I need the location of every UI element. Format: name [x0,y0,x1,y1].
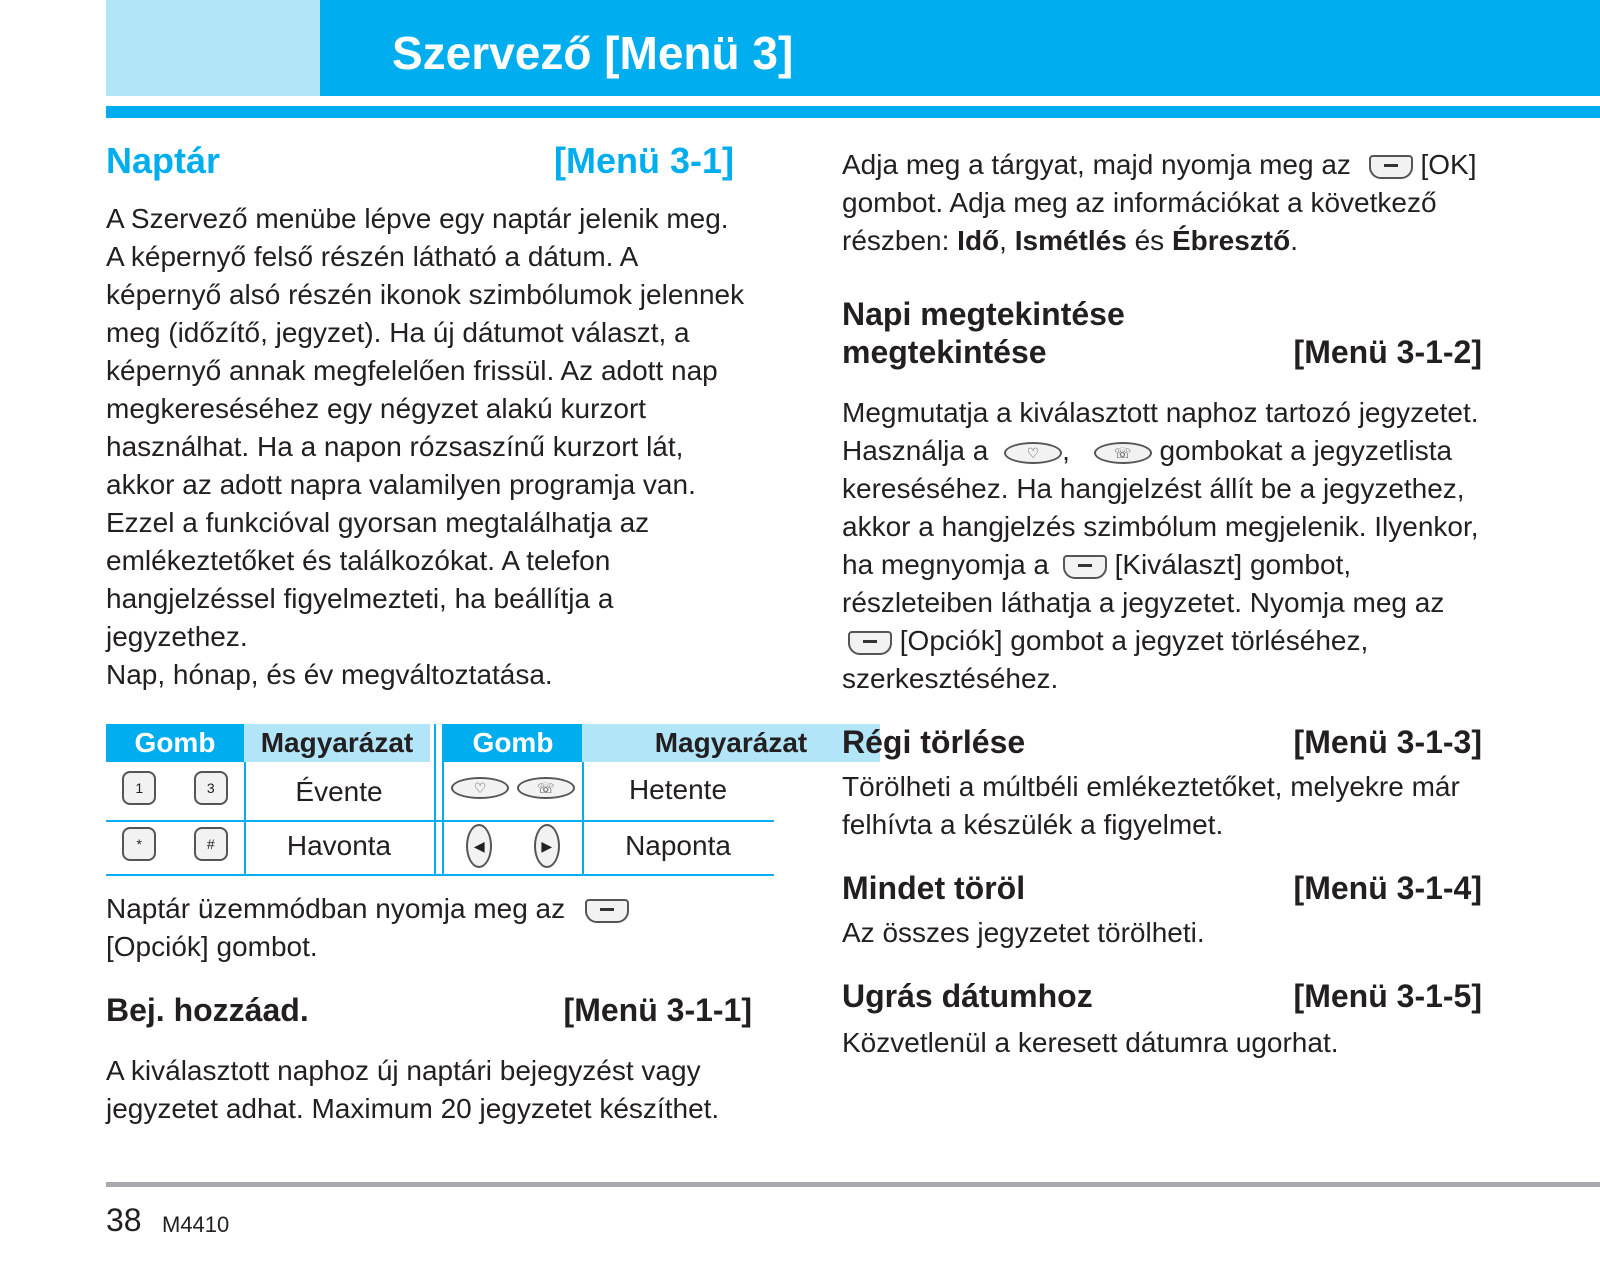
hash-key-icon: # [194,827,228,861]
bej-heading [106,992,752,1032]
ugras-menu-ref: [Menü 3-1-5] [1293,978,1482,1014]
napi-menu-ref: [Menü 3-1-2] [1293,334,1482,370]
table-bottom-rule [106,874,774,876]
nav-right-icon: ▶ [534,824,560,868]
napi-heading [842,296,1482,374]
intro-sep-2: és [1126,225,1172,256]
napi-text-5: [Opciók] gombot a jegyzet törléséhez, szerkesztéséhez. [842,625,1369,694]
regi-title: Régi törlése [842,724,1026,760]
bej-menu-ref: [Menü 3-1-1] [563,992,752,1028]
right-column [842,146,1502,1062]
intro-text [842,146,1502,260]
napi-text-2: , [1062,435,1070,466]
regi-heading [842,724,1482,764]
key-1-icon: 1 [122,771,156,805]
intro-text-2: [OK] gombot. Adja meg az információkat a következő részben: [842,149,1477,256]
intro-sep-1: , [999,225,1015,256]
nav-down-icon: ☏ [1094,442,1152,464]
table-header-desc-1: Magyarázat [244,724,430,762]
table-row [444,770,582,802]
naptar-title: Naptár [106,140,221,181]
table-header-key-2: Gomb [444,724,582,762]
options-note [106,890,786,966]
naptar-body-2: Nap, hónap, és év megváltoztatása. [106,659,553,690]
mindet-heading [842,870,1482,910]
nav-up-icon: ♡ [451,777,509,799]
left-lower [106,890,786,1128]
table-cell-hetente: Hetente [628,774,728,805]
header-rule [106,106,1600,118]
napi-body [842,394,1502,698]
soft-key-icon [848,631,892,655]
soft-key-icon [585,899,629,923]
mindet-menu-ref: [Menü 3-1-4] [1293,870,1482,906]
table-row [106,770,244,805]
napi-title-line-2: megtekintése [842,334,1047,370]
regi-menu-ref: [Menü 3-1-3] [1293,724,1482,760]
naptar-menu-ref: [Menü 3-1] [554,140,734,181]
naptar-body: A Szervező menübe lépve egy naptár jelenik meg. A képernyő felső részén látható a dátum. A képernyő alsó részén ikonok szimbólumok jelennek meg (időzítő, jegyzet). Ha új dátumot választ, a képernyő annak megfelelően frissül. Az adott nap megkereséséhez egy négyzet alakú kurzort használhat. Ha a napon rózsaszínű kurzort lát, akkor az adott napra valamilyen programja van. Ezzel a funkcióval gyorsan megtalálhatja az emlékeztetőket és találkozókat. A telefon hangjelzéssel figyelmezteti, ha beállítja a jegyzethez. [106,203,745,652]
ugras-title: Ugrás dátumhoz [842,978,1093,1014]
table-cell-naponta: Naponta [625,830,731,861]
intro-bold-3: Ébresztő [1171,225,1291,256]
napi-title-line-1: Napi megtekintése [842,296,1125,332]
left-column [106,140,746,694]
bej-body: A kiválasztott naphoz új naptári bejegyzést vagy jegyzetet adhat. Maximum 20 jegyzetet készíthet. [106,1055,720,1124]
model-number: M4410 [162,1212,230,1237]
table-row-divider [106,820,774,822]
table-cell-evente: Évente [295,776,383,807]
ugras-heading [842,978,1482,1018]
ugras-body: Közvetlenül a keresett dátumra ugorhat. [842,1027,1339,1058]
table-row [106,826,244,861]
table-header-desc-2: Magyarázat [582,724,880,762]
key-table [106,724,808,876]
napi-text-3: gombokat a jegyzetlista kereséséhez. Ha hangjelzést állít be a jegyzethez, akkor a hangjelzés szimbólum megjelenik. Ilyenkor, ha megnyomja a [842,435,1479,580]
nav-up-icon: ♡ [1004,442,1062,464]
footer-rule [106,1182,1600,1187]
header-accent-block [106,0,320,96]
bej-title: Bej. hozzáad. [106,992,309,1028]
nav-down-icon: ☏ [517,777,575,799]
key-3-icon: 3 [194,771,228,805]
soft-key-icon [1063,555,1107,579]
mindet-body: Az összes jegyzetet törölheti. [842,917,1205,948]
intro-text-1: Adja meg a tárgyat, majd nyomja meg az [842,149,1351,180]
table-divider [434,724,436,876]
naptar-heading [106,140,746,186]
intro-bold-1: Idő [957,225,1000,256]
intro-bold-2: Ismétlés [1014,225,1127,256]
mindet-title: Mindet töröl [842,870,1026,906]
regi-body: Törölheti a múltbéli emlékeztetőket, melyekre már felhívta a készülék a figyelmet. [842,771,1460,840]
page-number: 38 [106,1202,142,1238]
soft-key-icon [1369,155,1413,179]
intro-end: . [1290,225,1298,256]
options-note-text: Naptár üzemmódban nyomja meg az [106,893,566,924]
napi-text-1: Megmutatja a kiválasztott naphoz tartozó jegyzetet. Használja a [842,397,1479,466]
nav-left-icon: ◀ [466,824,492,868]
page-title: Szervező [Menü 3] [392,27,794,79]
table-header-key-1: Gomb [106,724,244,762]
table-row [444,824,582,868]
table-cell-havonta: Havonta [286,830,392,861]
napi-text-4: [Kiválaszt] gombot, részleteiben láthatja a jegyzetet. Nyomja meg az [842,549,1445,618]
star-key-icon: * [122,827,156,861]
options-note-text-2: [Opciók] gombot. [106,931,318,962]
